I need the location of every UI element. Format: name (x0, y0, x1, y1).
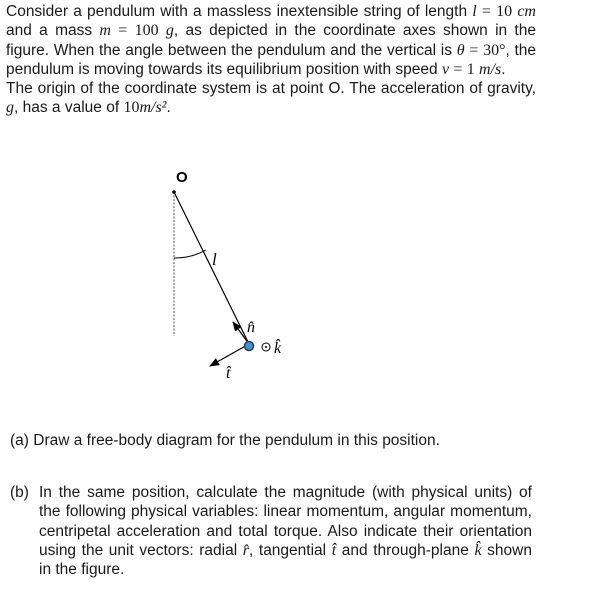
length-label: l (212, 250, 217, 269)
question-b-text-3: and through-plane (341, 541, 469, 559)
gravity-unit: m/s² (139, 99, 167, 117)
gravity-value: 10 (123, 99, 140, 117)
symbol-m: m (99, 22, 111, 40)
speed-unit: m/s (479, 60, 502, 78)
equals-sign: = (118, 22, 128, 40)
symbol-l: l (472, 3, 477, 20)
equals-sign: = (453, 60, 463, 78)
text-origin-gravity: The origin of the coordinate system is at point O. The acceleration of gravity, (6, 80, 536, 98)
speed-value: 1 (466, 60, 475, 78)
question-b-label: (b) (10, 484, 29, 501)
question-b (10, 483, 532, 579)
text-mass: and a mass (6, 22, 93, 40)
mass-value: 100 (134, 22, 159, 40)
out-of-plane-dot (265, 346, 267, 348)
pendulum-mass (245, 342, 254, 351)
pivot-point (172, 190, 176, 194)
question-b-body (39, 483, 532, 579)
question-a (10, 431, 530, 450)
problem-paragraph-1 (6, 2, 536, 79)
symbol-g: g (6, 99, 14, 117)
equals-sign: = (469, 41, 479, 59)
r-hat-symbol: r̂ (242, 541, 249, 559)
mass-unit: g (165, 22, 174, 40)
question-a-label: (a) (10, 432, 29, 449)
question-b-text-2: , tangential (248, 541, 327, 559)
problem-statement (6, 2, 536, 118)
period: . (166, 99, 171, 117)
length-value: 10 (496, 3, 513, 20)
question-b-text-4: shown in the figure. (39, 541, 532, 579)
equals-sign: = (481, 3, 491, 20)
question-b-text-1: In the same position, calculate the magnitude (with physical units) of the following physical variables: linear momentum, angular momentum, centripetal acceleration and total torque. Also indicate their orientation using the unit vectors: radial (39, 484, 532, 559)
problem-paragraph-2 (6, 79, 536, 118)
text-value-of: , has a value of (14, 99, 120, 117)
origin-label: O (176, 169, 188, 186)
k-hat-label: k̂ (274, 340, 282, 357)
symbol-theta: θ (456, 41, 465, 59)
pendulum-figure (0, 160, 611, 390)
k-hat-symbol: k̂ (474, 541, 482, 559)
n-hat-label: n̂ (247, 319, 255, 336)
length-unit: cm (517, 3, 536, 20)
period: . (501, 60, 506, 78)
text-string-length: Consider a pendulum with a massless inextensible string of length (6, 3, 468, 20)
tangential-vector-arrow (210, 344, 249, 366)
t-hat-symbol: t̂ (331, 541, 337, 559)
t-hat-label: t̂ (226, 365, 231, 382)
text-angle: , as depicted in the coordinate axes shown in the figure. When the angle between the pendulum and the vertical is (6, 22, 536, 59)
angle-arc (174, 250, 206, 258)
symbol-v: v (441, 60, 450, 78)
question-a-text: Draw a free-body diagram for the pendulum in this position. (33, 432, 440, 449)
text-speed: , the pendulum is moving towards its equilibrium position with speed (6, 41, 537, 78)
angle-value: 30° (483, 41, 506, 59)
